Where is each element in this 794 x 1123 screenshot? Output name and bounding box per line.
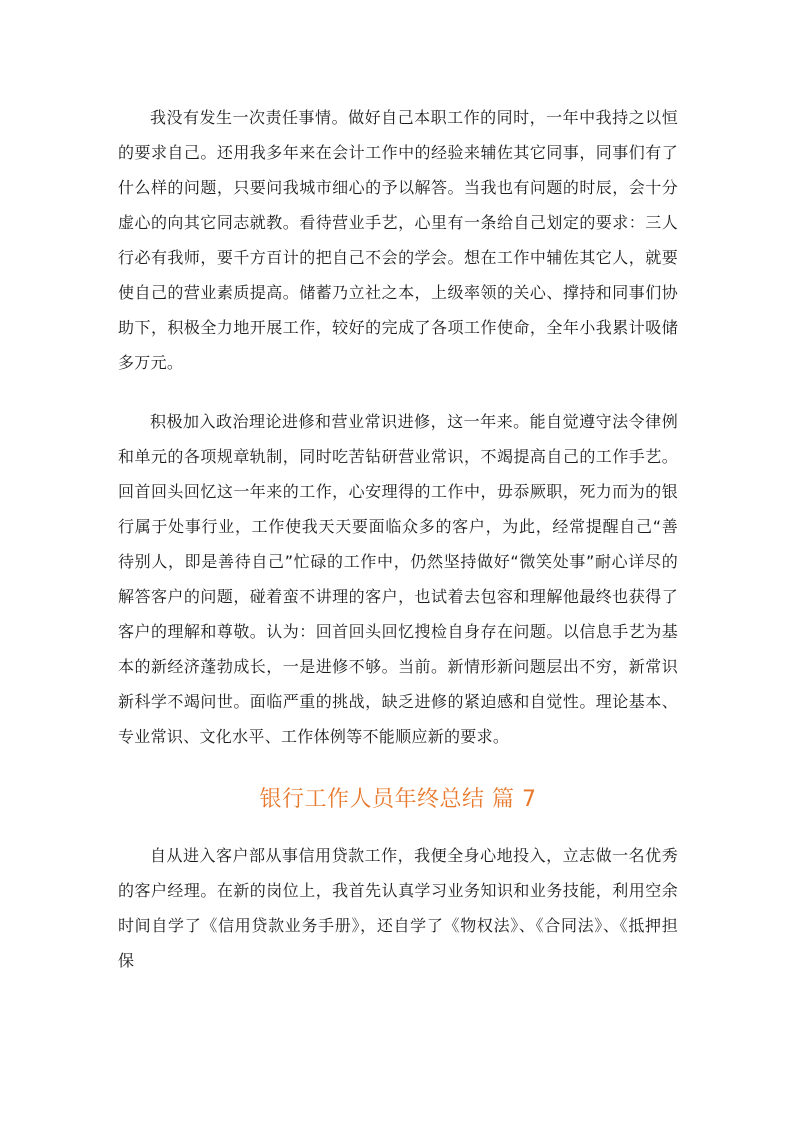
paragraph-credit-loan-work: 自从进入客户部从事信用贷款工作，我便全身心地投入，立志做一名优秀的客户经理。在新的岗位上，我首先认真学习业务知识和业务技能，利用空余时间自学了《信用贷款业务手册》，还自学了《物权法》、《合同法》、《抵押担保 [118, 846, 678, 970]
document-body [118, 100, 678, 978]
paragraph-study-and-service: 积极加入政治理论进修和营业常识进修，这一年来。能自觉遵守法令律例和单元的各项规章轨制，同时吃苦钻研营业常识，不竭提高自己的工作手艺。回首回头回忆这一年来的工作，心安理得的工作中，毋忝厥职，死力而为的银行属于处事行业，工作使我天天要面临众多的客户，为此，经常提醒自己“善待别人，即是善待自己”忙碌的工作中，仍然坚持做好“微笑处事”耐心详尽的解答客户的问题，碰着蛮不讲理的客户，也试着去包容和理解他最终也获得了客户的理解和尊敬。认为：回首回头回忆搜检自身存在问题。以信息手艺为基本的新经济蓬勃成长，一是进修不够。当前。新情形新问题层出不穷，新常识新科学不竭问世。面临严重的挑战，缺乏进修的紧迫感和自觉性。理论基本、专业常识、文化水平、工作体例等不能顺应新的要求。 [118, 412, 678, 746]
section-heading: 银行工作人员年终总结 篇 7 [259, 787, 537, 812]
paragraph-spacer [118, 380, 678, 404]
section-heading-wrapper [118, 784, 678, 816]
paragraph-responsibility: 我没有发生一次责任事情。做好自己本职工作的同时，一年中我持之以恒的要求自己。还用我多年来在会计工作中的经验来辅佐其它同事，同事们有了什么样的问题，只要问我城市细心的予以解答。当我也有问题的时辰，会十分虚心的向其它同志就教。看待营业手艺，心里有一条给自己划定的要求：三人行必有我师，要千方百计的把自己不会的学会。想在工作中辅佐其它人，就要使自己的营业素质提高。储蓄乃立社之本，上级率领的关心、撑持和同事们协助下，积极全力地开展工作，较好的完成了各项工作使命，全年小我累计吸储多万元。 [118, 108, 678, 372]
